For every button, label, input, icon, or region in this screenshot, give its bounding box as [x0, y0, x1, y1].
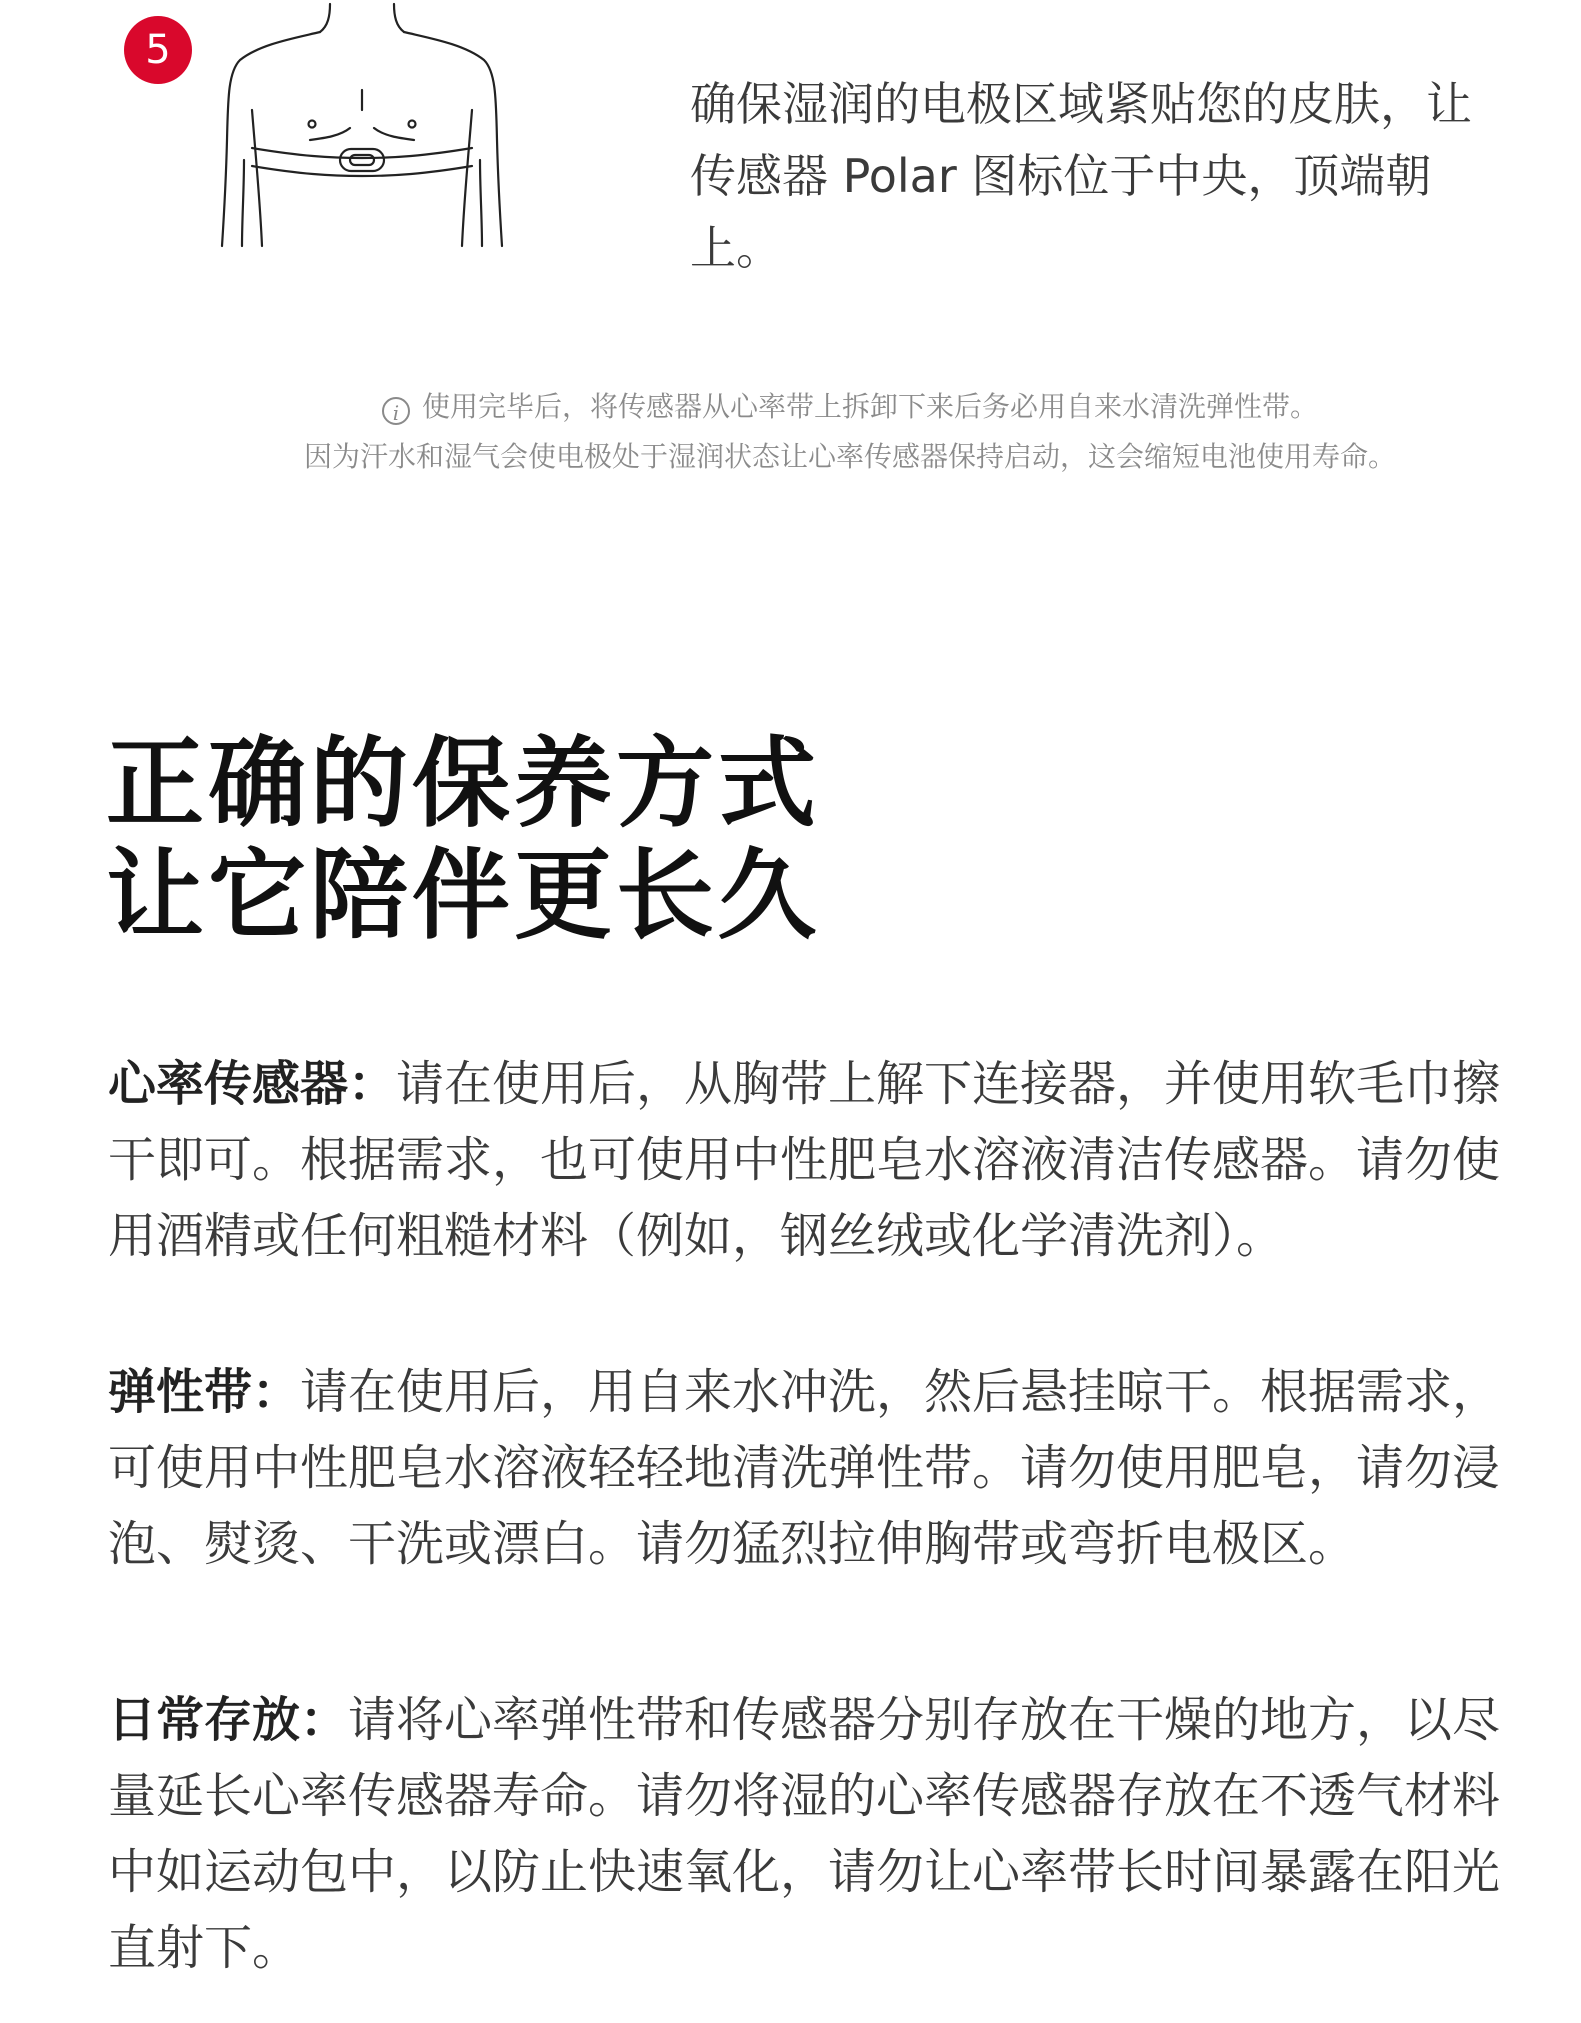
care-storage-label: 日常存放：	[108, 1692, 349, 1748]
note-line-1	[180, 382, 1520, 432]
chest-strap-illustration	[200, 0, 520, 260]
care-sensor-paragraph	[108, 1046, 1508, 1274]
care-sensor-text: 请在使用后，从胸带上解下连接器，并使用软毛巾擦干即可。根据需求，也可使用中性肥皂水溶液清洁传感器。请勿使用酒精或任何粗糙材料（例如，钢丝绒或化学清洗剂）。	[108, 1056, 1501, 1264]
step-instruction-text: 确保湿润的电极区域紧贴您的皮肤，让传感器 Polar 图标位于中央，顶端朝上。	[690, 77, 1472, 275]
care-storage-text: 请将心率弹性带和传感器分别存放在干燥的地方，以尽量延长心率传感器寿命。请勿将湿的心率传感器存放在不透气材料中如运动包中，以防止快速氧化，请勿让心率带长时间暴露在阳光直射下。	[108, 1692, 1501, 1976]
care-heading-line-2: 让它陪伴更长久	[106, 839, 821, 953]
care-storage-paragraph	[108, 1682, 1508, 1986]
note-line-2: 因为汗水和湿气会使电极处于湿润状态让心率传感器保持启动，这会缩短电池使用寿命。	[303, 440, 1396, 473]
note-line-1-text: 使用完毕后，将传感器从心率带上拆卸下来后务必用自来水清洗弹性带。	[421, 390, 1318, 423]
care-strap-paragraph	[108, 1354, 1508, 1582]
care-strap-text: 请在使用后，用自来水冲洗，然后悬挂晾干。根据需求，可使用中性肥皂水溶液轻轻地清洗弹性带。请勿使用肥皂，请勿浸泡、熨烫、干洗或漂白。请勿猛烈拉伸胸带或弯折电极区。	[108, 1364, 1501, 1572]
care-strap-label: 弹性带：	[108, 1364, 301, 1420]
step-number-badge: 5	[124, 16, 192, 84]
care-heading-line-1: 正确的保养方式	[106, 727, 821, 841]
care-heading	[106, 728, 820, 952]
usage-note	[180, 382, 1520, 482]
info-icon: i	[382, 397, 410, 425]
care-sensor-label: 心率传感器：	[108, 1056, 397, 1112]
